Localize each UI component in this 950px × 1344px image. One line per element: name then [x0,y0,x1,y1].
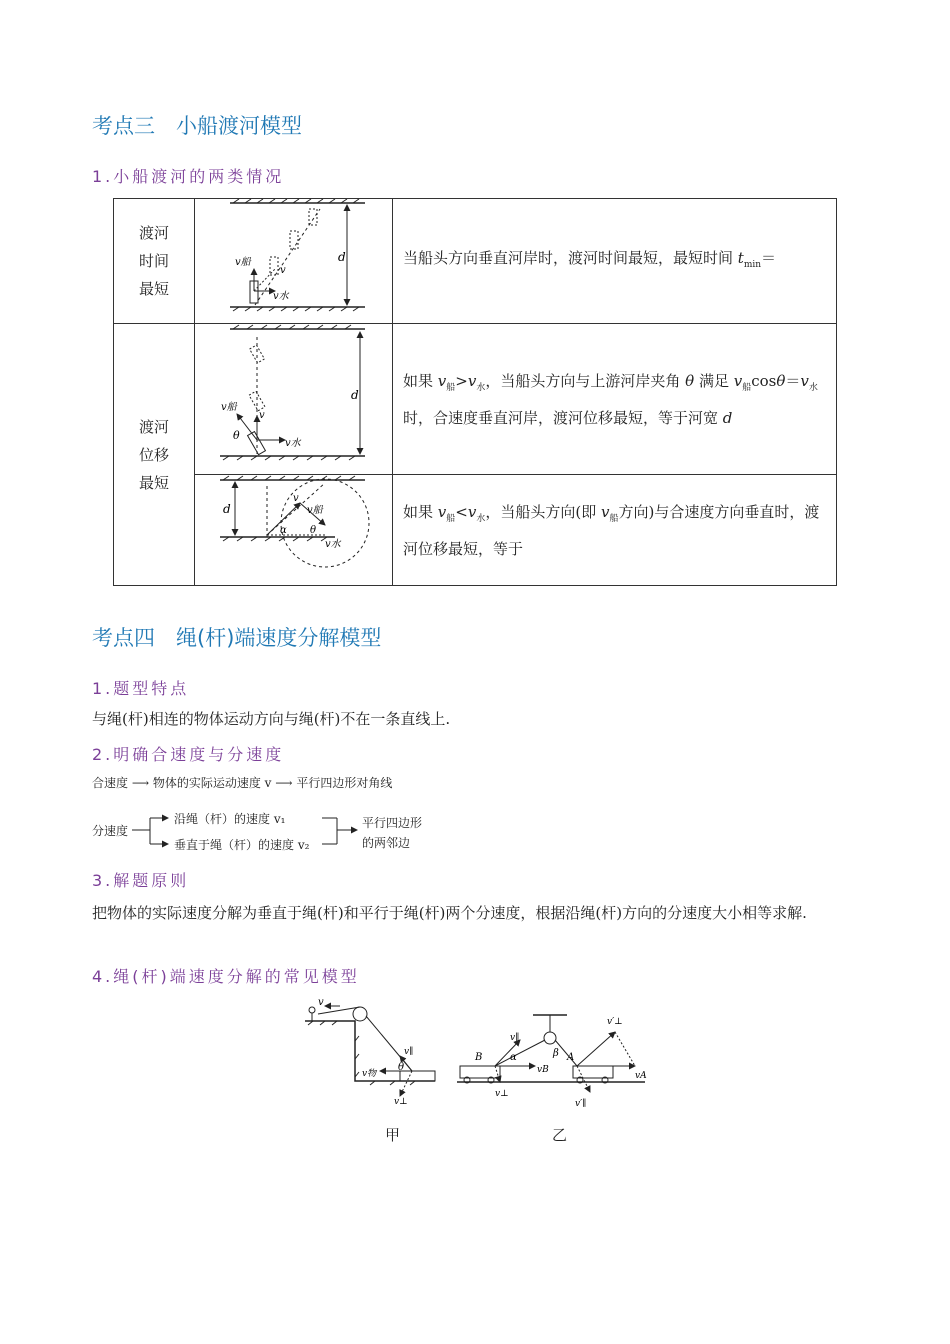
svg-text:v⊥: v⊥ [495,1089,509,1099]
label-d: d [338,250,346,264]
svg-text:v: v [259,410,265,421]
svg-text:v⊥: v⊥ [394,1097,408,1106]
svg-text:v∥: v∥ [404,1047,414,1057]
svg-text:α: α [280,525,287,536]
svg-text:v物: v物 [362,1069,377,1079]
svg-text:v水: v水 [285,438,301,449]
svg-text:β: β [553,1048,559,1059]
caption-jia: 甲 [385,1126,401,1144]
svg-text:A: A [567,1052,575,1063]
flow1: 合速度 ⟶ 物体的实际运动速度 v ⟶ 平行四边形对角线 [92,776,393,790]
row1-label: 渡河 时间 最短 [114,199,195,324]
svg-text:v水: v水 [325,539,341,550]
svg-text:v′∥: v′∥ [575,1099,587,1109]
svg-text:v船: v船 [221,402,237,413]
svg-text:v船: v船 [307,505,323,516]
svg-text:vA: vA [635,1071,647,1081]
caption-yi: 乙 [552,1126,568,1144]
figure-jia [300,996,450,1106]
section3-sub1: 1.小船渡河的两类情况 [92,167,285,186]
svg-text:B: B [475,1052,483,1063]
row2b-text: 如果 $v_船<v_水$，当船头方向(即 $v_船$方向)与合速度方向垂直时，渡河位移最短，等于 [393,475,837,586]
section4-p3: 把物体的实际速度分解为垂直于绳(杆)和平行于绳(杆)两个分速度，根据沿绳(杆)方向的分速度大小相等求解. [92,904,807,922]
label-v-chuan: v船 [235,257,251,268]
label-v: v [280,265,286,276]
svg-text:α: α [510,1052,517,1063]
row1-text: 当船头方向垂直河岸时，渡河时间最短，最短时间 $t_{min}=$ [393,199,837,324]
row1-figure [195,199,393,324]
section4-sub1: 1.题型特点 [92,679,190,698]
section4-sub4: 4.绳(杆)端速度分解的常见模型 [92,967,360,986]
shortest-displacement-diagram-b [195,475,392,581]
shortest-displacement-diagram-a [195,324,392,470]
svg-text:vB: vB [537,1065,549,1075]
svg-text:v′⊥: v′⊥ [607,1017,623,1027]
svg-text:v: v [318,997,324,1008]
section4-p1: 与绳(杆)相连的物体运动方向与绳(杆)不在一条直线上. [92,710,451,728]
section4-sub2: 2.明确合速度与分速度 [92,745,285,764]
svg-text:θ: θ [233,429,240,442]
figure-yi [455,1010,655,1110]
row2b-figure [195,475,393,586]
section4-sub3: 3.解题原则 [92,871,190,890]
label-v-shui: v水 [273,291,289,302]
row2a-figure [195,324,393,475]
section3-title: 考点三 小船渡河模型 [92,114,302,138]
section4-title: 考点四 绳(杆)端速度分解模型 [92,626,382,650]
svg-text:v∥: v∥ [510,1033,520,1043]
svg-text:θ: θ [398,1062,405,1073]
row2-label: 渡河 位移 最短 [114,324,195,586]
svg-text:v: v [293,493,299,504]
svg-text:d: d [223,502,231,516]
svg-text:θ: θ [310,525,317,536]
crossing-table [113,198,837,586]
flow2: 分速度 沿绳（杆）的速度 v₁ 垂直于绳（杆）的速度 v₂ 平行四边形 的两邻边 [92,812,423,852]
shortest-time-diagram [195,199,392,319]
row2a-text: 如果 $v_船>v_水$，当船头方向与上游河岸夹角 θ 满足 $v_船\cos\theta=v_水$时，合速度垂直河岸，渡河位移最短，等于河宽 d [393,324,837,475]
svg-text:d: d [351,388,359,402]
